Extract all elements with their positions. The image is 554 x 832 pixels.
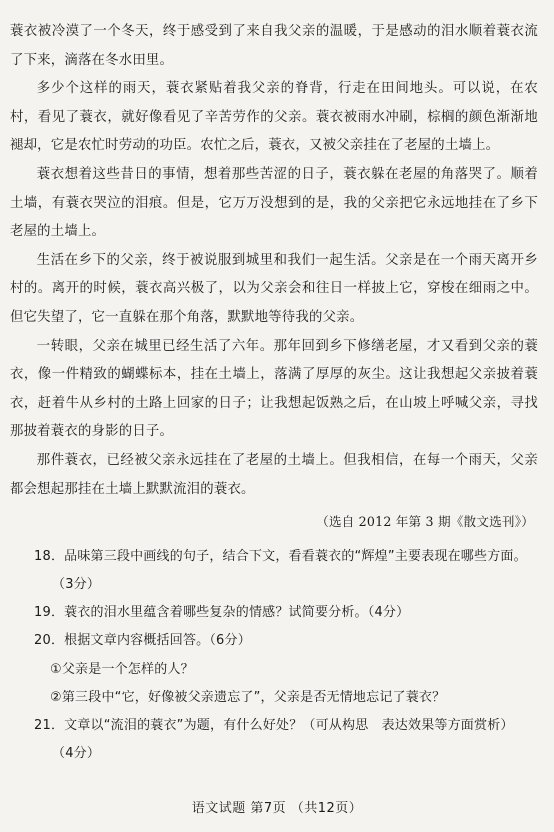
article-body [10, 18, 538, 537]
page-footer: 语文试题 第7页 （共12页） [191, 801, 363, 816]
question-18: 18．品味第三段中画线的句子，结合下文，看看蓑衣的“辉煌”主要表现在哪些方面。 [34, 548, 527, 564]
article-paragraph-1: 蓑衣被冷漠了一个冬天，终于感受到了来自我父亲的温暖，于是感动的泪水顺着蓑衣流了下来，滴落在冬水田里。 [10, 24, 538, 68]
question-list [10, 543, 538, 769]
question-20: 20．根据文章内容概括回答。（6分） [34, 633, 251, 649]
question-21-points: （4分） [52, 746, 101, 762]
article-paragraph-5: 一转眼，父亲在城里已经生活了六年。那年回到乡下修缮老屋，才又看到父亲的蓑衣，像一件精致的蝴蝶标本，挂在土墙上，落满了厚厚的灰尘。这让我想起父亲披着蓑衣，赶着牛从乡村的土路上回家的日子；让我想起饭熟之后，在山坡上呼喊父亲，寻找那披着蓑衣的身影的日子。 [10, 338, 538, 440]
question-19: 19．蓑衣的泪水里蕴含着哪些复杂的情感？试简要分析。（4分） [34, 605, 410, 621]
article-paragraph-4: 生活在乡下的父亲，终于被说服到城里和我们一起生活。父亲是在一个雨天离开乡村的。离开的时候，蓑衣高兴极了，以为父亲会和往日一样披上它，穿梭在细雨之中。但它失望了，它一直躲在那个角落，默默地等待我的父亲。 [10, 252, 538, 325]
question-20-part-2: ②第三段中“它，好像被父亲遗忘了”，父亲是否无情地忘记了蓑衣？ [50, 689, 446, 705]
question-20-part-1: ①父亲是一个怎样的人？ [50, 661, 194, 677]
article-paragraph-6: 那件蓑衣，已经被父亲永远挂在了老屋的土墙上。但我相信，在每一个雨天，父亲都会想起那挂在土墙上默默流泪的蓑衣。 [10, 452, 538, 497]
article-paragraph-3: 蓑衣想着这些昔日的事情，想着那些苦涩的日子，蓑衣躲在老屋的角落哭了。顺着土墙，有蓑衣哭泣的泪痕。但是，它万万没想到的是，我的父亲把它永远地挂在了乡下老屋的土墙上。 [10, 166, 538, 240]
question-18-points: （3分） [52, 576, 101, 592]
question-21: 21．文章以“流泪的蓑衣”为题，有什么好处？（可从构思 表达效果等方面赏析） [34, 717, 514, 733]
article-paragraph-2: 多少个这样的雨天，蓑衣紧贴着我父亲的脊背，行走在田间地头。可以说，在农村，看见了蓑衣，就好像看见了辛苦劳作的父亲。蓑衣被雨水冲刷，棕榈的颜色渐渐地褪却，它是农忙时劳动的功臣。农忙之后，蓑衣，又被父亲挂在了老屋的土墙上。 [10, 81, 538, 154]
article-source: （选自 2012 年第 3 期《散文选刊》） [316, 514, 534, 530]
